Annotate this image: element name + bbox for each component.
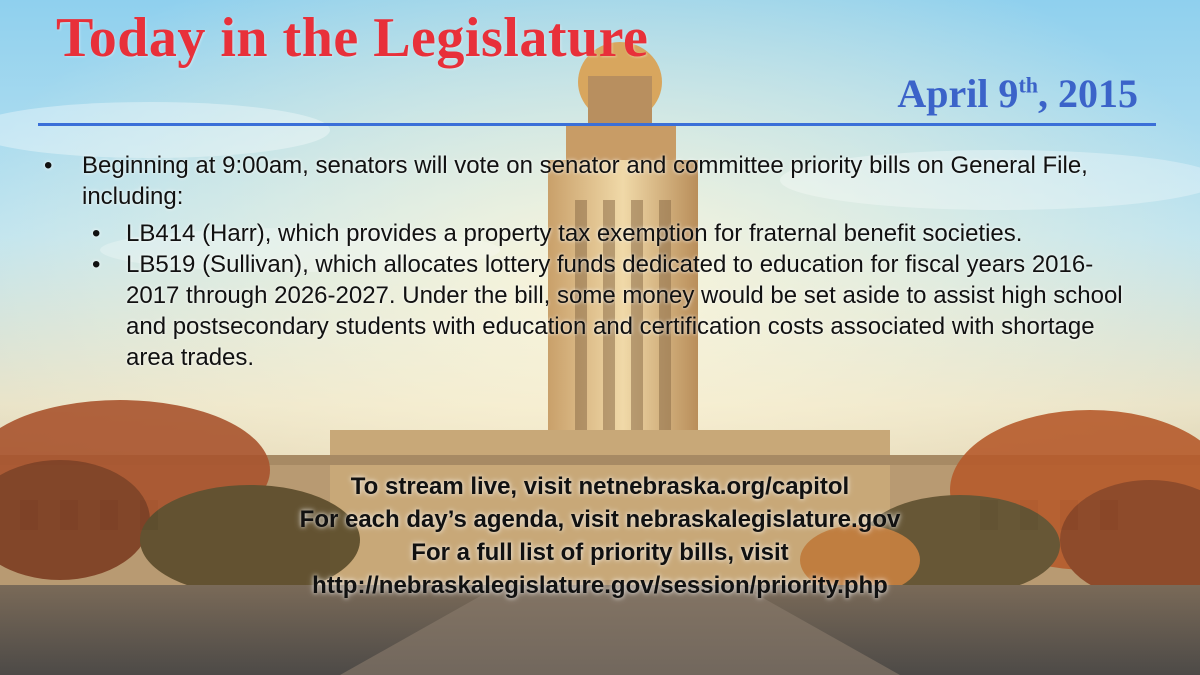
bullet-list bbox=[44, 150, 1124, 373]
bullet-text: LB414 (Harr), which provides a property tax exemption for fraternal benefit societies. bbox=[126, 220, 1023, 247]
bullet-text: Beginning at 9:00am, senators will vote on senator and committee priority bills on General File, including: bbox=[82, 152, 1088, 210]
page-title: Today in the Legislature bbox=[56, 7, 649, 69]
bullet-icon: • bbox=[92, 220, 101, 247]
date-suffix: th bbox=[1018, 72, 1038, 98]
date-year: , 2015 bbox=[1038, 71, 1138, 116]
agenda-link-text: For each day’s agenda, visit nebraskalegislature.gov bbox=[299, 506, 901, 533]
title-divider bbox=[38, 123, 1156, 126]
date-main: April 9 bbox=[897, 71, 1019, 116]
list-item bbox=[44, 218, 1124, 249]
bullet-text: LB519 (Sullivan), which allocates lottery funds dedicated to education for fiscal years 2016-2017 through 2026-2027. Under the bill, some money would be set aside to assist high school and postsecondary students with education and certification costs associated with shortage area trades. bbox=[126, 251, 1123, 371]
bullet-icon: • bbox=[92, 251, 101, 278]
stream-link-text: To stream live, visit netnebraska.org/capitol bbox=[350, 473, 850, 500]
bullet-icon: • bbox=[44, 152, 53, 179]
date-heading bbox=[897, 70, 1138, 117]
priority-bills-url: http://nebraskalegislature.gov/session/priority.php bbox=[312, 572, 888, 599]
resource-links bbox=[150, 470, 1050, 602]
priority-bills-text: For a full list of priority bills, visit bbox=[411, 539, 789, 566]
list-item bbox=[44, 150, 1124, 212]
list-item bbox=[44, 249, 1124, 373]
